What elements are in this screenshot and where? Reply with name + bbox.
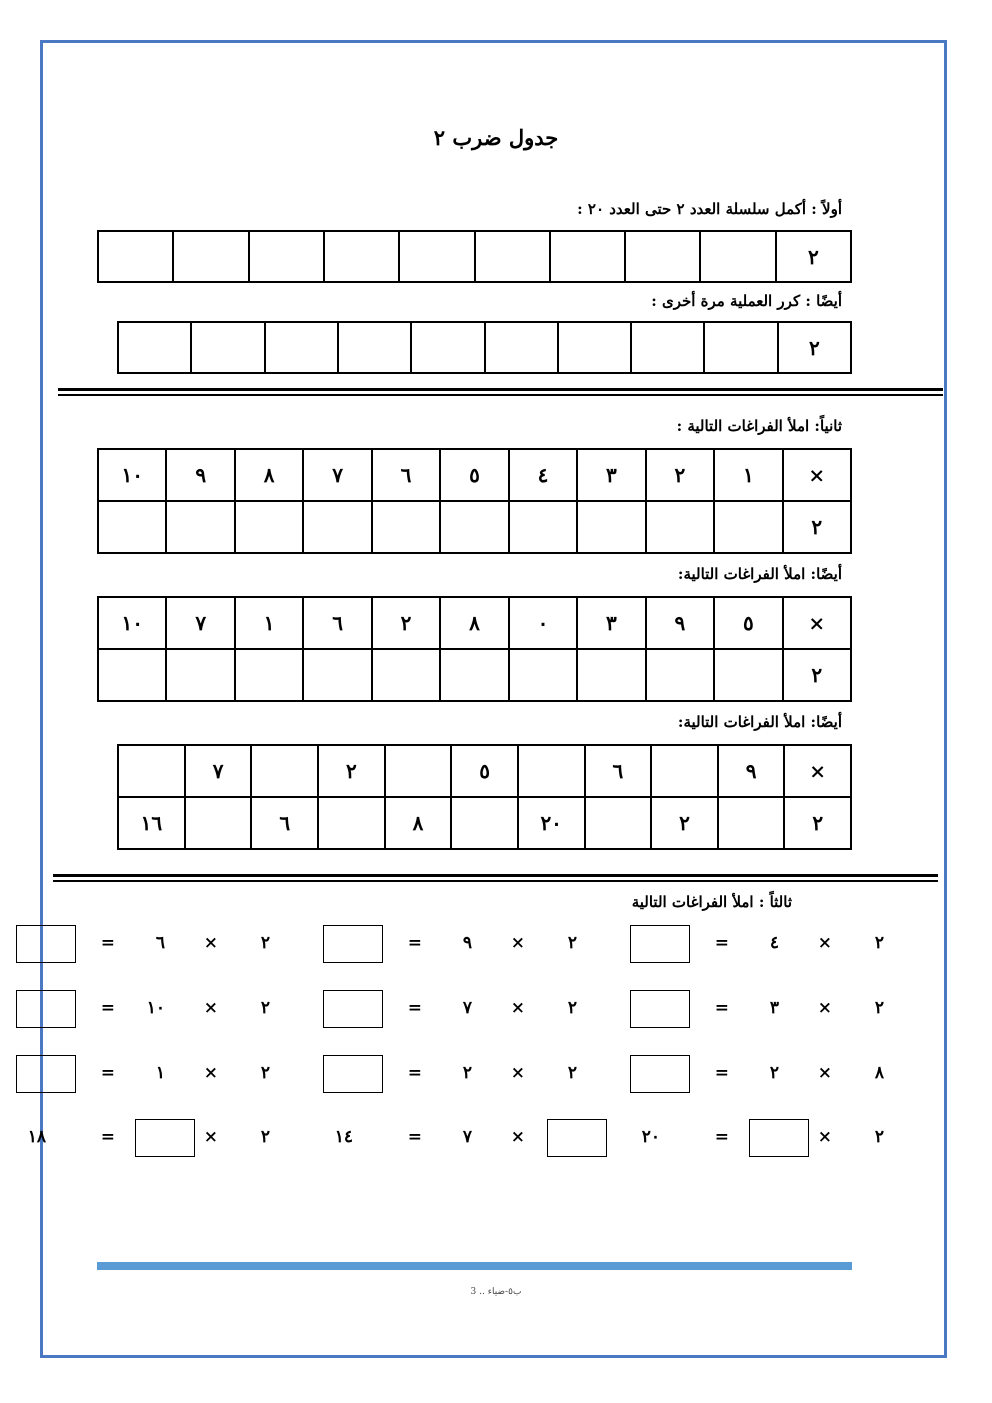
answer-box[interactable]: [547, 1119, 607, 1157]
times-sign: ×: [510, 1063, 525, 1083]
blank-cell[interactable]: [173, 231, 248, 282]
equation: [0, 990, 278, 1028]
blank-cell[interactable]: [558, 322, 631, 373]
times-sign: ×: [510, 1127, 525, 1147]
times-sign: ×: [817, 1063, 832, 1083]
number-cell: ٣: [577, 597, 645, 649]
blank-cell[interactable]: [475, 231, 550, 282]
blank-cell[interactable]: [585, 797, 652, 849]
section1-instruction: أولاً : أكمل سلسلة العدد ٢ حتى العدد ٢٠ :: [577, 200, 842, 218]
number-cell: ٩: [646, 597, 714, 649]
equation: [295, 925, 585, 963]
times-header-cell: ×: [784, 745, 851, 797]
equation: [602, 990, 892, 1028]
blank-cell[interactable]: [714, 649, 782, 701]
answer-box[interactable]: [16, 925, 76, 963]
equals-sign: =: [714, 998, 729, 1018]
number-cell: ٤: [509, 449, 577, 501]
number: ١٠: [146, 998, 165, 1018]
number-cell: ٥: [451, 745, 518, 797]
equals-sign: =: [714, 933, 729, 953]
blank-cell[interactable]: [235, 501, 303, 553]
number-cell: ٦: [585, 745, 652, 797]
answer-box[interactable]: [323, 925, 383, 963]
equals-sign: =: [100, 1063, 115, 1083]
equals-sign: =: [100, 998, 115, 1018]
equation: [0, 1055, 278, 1093]
equals-sign: =: [100, 1127, 115, 1147]
blank-cell[interactable]: [550, 231, 625, 282]
blank-cell[interactable]: [98, 501, 166, 553]
blank-cell[interactable]: [191, 322, 264, 373]
page-title: جدول ضرب ٢: [433, 125, 559, 150]
equals-sign: =: [714, 1127, 729, 1147]
number-cell: ١٦: [118, 797, 185, 849]
blank-cell[interactable]: [303, 501, 371, 553]
blank-cell[interactable]: [399, 231, 474, 282]
equation: [0, 925, 278, 963]
times-sign: ×: [203, 933, 218, 953]
number-cell: ٢: [783, 501, 851, 553]
blank-cell[interactable]: [509, 649, 577, 701]
blank-cell[interactable]: [324, 231, 399, 282]
blank-cell[interactable]: [372, 649, 440, 701]
multiplication-table-2: [97, 596, 852, 702]
answer-box[interactable]: [630, 925, 690, 963]
blank-cell[interactable]: [318, 797, 385, 849]
answer-box[interactable]: [630, 1055, 690, 1093]
number: ٢: [874, 933, 884, 953]
section2-instruction: ثانياً: املأ الفراغات التالية :: [676, 417, 842, 435]
blank-cell[interactable]: [651, 745, 718, 797]
blank-cell[interactable]: [185, 797, 252, 849]
blank-cell[interactable]: [385, 745, 452, 797]
blank-cell[interactable]: [577, 649, 645, 701]
equation: [602, 1119, 892, 1157]
times-sign: ×: [817, 933, 832, 953]
blank-cell[interactable]: [98, 231, 173, 282]
equals-sign: =: [100, 933, 115, 953]
number-cell: ٩: [718, 745, 785, 797]
answer-box[interactable]: [16, 990, 76, 1028]
number-cell: ٢: [784, 797, 851, 849]
number-cell: ١٠: [98, 449, 166, 501]
number: ١٨: [27, 1127, 46, 1147]
multiplication-table-3: [117, 744, 852, 850]
number-cell: ٦: [372, 449, 440, 501]
equals-sign: =: [407, 1127, 422, 1147]
number: ١٤: [334, 1127, 353, 1147]
section-divider: [58, 388, 943, 396]
section1-again-instruction: أيضًا : كرر العملية مرة أخرى :: [651, 292, 842, 310]
blank-cell[interactable]: [249, 231, 324, 282]
blank-cell[interactable]: [98, 649, 166, 701]
number-cell: ٥: [440, 449, 508, 501]
times-sign: ×: [203, 1063, 218, 1083]
times-sign: ×: [510, 933, 525, 953]
number: ١: [155, 1063, 165, 1083]
number-cell: ٧: [185, 745, 252, 797]
number: ٢: [260, 1127, 270, 1147]
number-cell: ٨: [440, 597, 508, 649]
number-cell: ٨: [385, 797, 452, 849]
times-sign: ×: [817, 1127, 832, 1147]
number-cell: ٢٠: [518, 797, 585, 849]
number: ٢: [874, 998, 884, 1018]
blank-cell[interactable]: [251, 745, 318, 797]
blank-cell[interactable]: [166, 649, 234, 701]
blank-cell[interactable]: [265, 322, 338, 373]
multiplication-table-1: [97, 448, 852, 554]
number: ٧: [462, 1127, 472, 1147]
equation: [602, 1055, 892, 1093]
footer-bar: [97, 1262, 852, 1270]
blank-cell[interactable]: [714, 501, 782, 553]
blank-cell[interactable]: [118, 322, 191, 373]
number-cell: ١: [235, 597, 303, 649]
answer-box[interactable]: [135, 1119, 195, 1157]
blank-cell[interactable]: [646, 649, 714, 701]
number: ٢: [260, 998, 270, 1018]
blank-cell[interactable]: [631, 322, 704, 373]
equals-sign: =: [407, 933, 422, 953]
number-cell: ٢: [372, 597, 440, 649]
number-cell: ٢: [778, 322, 851, 373]
number-cell: ٠: [509, 597, 577, 649]
blank-cell[interactable]: [440, 501, 508, 553]
number: ٨: [874, 1063, 884, 1083]
equals-sign: =: [407, 1063, 422, 1083]
equals-sign: =: [407, 998, 422, 1018]
blank-cell[interactable]: [704, 322, 777, 373]
number: ٢: [260, 1063, 270, 1083]
blank-cell[interactable]: [577, 501, 645, 553]
section2-instruction-2: أيضًا: املأ الفراغات التالية:: [677, 565, 842, 583]
blank-cell[interactable]: [440, 649, 508, 701]
number-cell: ٩: [166, 449, 234, 501]
number: ٢: [769, 1063, 779, 1083]
blank-cell[interactable]: [509, 501, 577, 553]
times-header-cell: ×: [783, 597, 851, 649]
number: ٩: [462, 933, 472, 953]
number: ٢: [567, 933, 577, 953]
number-cell: ١٠: [98, 597, 166, 649]
answer-box[interactable]: [16, 1055, 76, 1093]
equation: [295, 990, 585, 1028]
equation: [602, 925, 892, 963]
number: ٣: [769, 998, 779, 1018]
blank-cell[interactable]: [625, 231, 700, 282]
number-cell: ٣: [577, 449, 645, 501]
equation: [295, 1119, 585, 1157]
number-cell: ٧: [303, 449, 371, 501]
blank-cell[interactable]: [411, 322, 484, 373]
answer-box[interactable]: [630, 990, 690, 1028]
times-header-cell: ×: [783, 449, 851, 501]
times-sign: ×: [817, 998, 832, 1018]
number-cell: ٢: [783, 649, 851, 701]
blank-cell[interactable]: [303, 649, 371, 701]
blank-cell[interactable]: [485, 322, 558, 373]
blank-cell[interactable]: [646, 501, 714, 553]
number: ٢: [567, 1063, 577, 1083]
equation: [295, 1055, 585, 1093]
blank-cell[interactable]: [518, 745, 585, 797]
number: ٧: [462, 998, 472, 1018]
number-cell: ٢: [646, 449, 714, 501]
number: ٢: [260, 933, 270, 953]
equals-sign: =: [714, 1063, 729, 1083]
number: ٤: [769, 933, 779, 953]
blank-cell[interactable]: [451, 797, 518, 849]
number-cell: ٥: [714, 597, 782, 649]
answer-box[interactable]: [749, 1119, 809, 1157]
number: ٢: [567, 998, 577, 1018]
number-cell: ٢: [318, 745, 385, 797]
number-cell: ٢: [776, 231, 851, 282]
times-sign: ×: [203, 1127, 218, 1147]
blank-cell[interactable]: [718, 797, 785, 849]
answer-box[interactable]: [323, 990, 383, 1028]
section3-instruction: ثالثاً : املأ الفراغات التالية: [631, 893, 792, 911]
number-cell: ٧: [166, 597, 234, 649]
answer-box[interactable]: [323, 1055, 383, 1093]
number-cell: ٦: [251, 797, 318, 849]
blank-cell[interactable]: [372, 501, 440, 553]
blank-cell[interactable]: [235, 649, 303, 701]
section2-instruction-3: أيضًا: املأ الفراغات التالية:: [677, 713, 842, 731]
number-cell: ١: [714, 449, 782, 501]
blank-cell[interactable]: [166, 501, 234, 553]
number-cell: ٨: [235, 449, 303, 501]
sequence-table-2: [117, 321, 852, 374]
equation: [0, 1119, 278, 1157]
section-divider-2: [53, 874, 938, 882]
blank-cell[interactable]: [700, 231, 775, 282]
footer-text: ب٥-ضياء .. 3: [470, 1287, 522, 1297]
blank-cell[interactable]: [338, 322, 411, 373]
number: ٢٠: [641, 1127, 660, 1147]
number-cell: ٦: [303, 597, 371, 649]
times-sign: ×: [203, 998, 218, 1018]
times-sign: ×: [510, 998, 525, 1018]
sequence-table-1: [97, 230, 852, 283]
number: ٦: [155, 933, 165, 953]
blank-cell[interactable]: [118, 745, 185, 797]
number: ٢: [874, 1127, 884, 1147]
number-cell: ٢: [651, 797, 718, 849]
number: ٢: [462, 1063, 472, 1083]
